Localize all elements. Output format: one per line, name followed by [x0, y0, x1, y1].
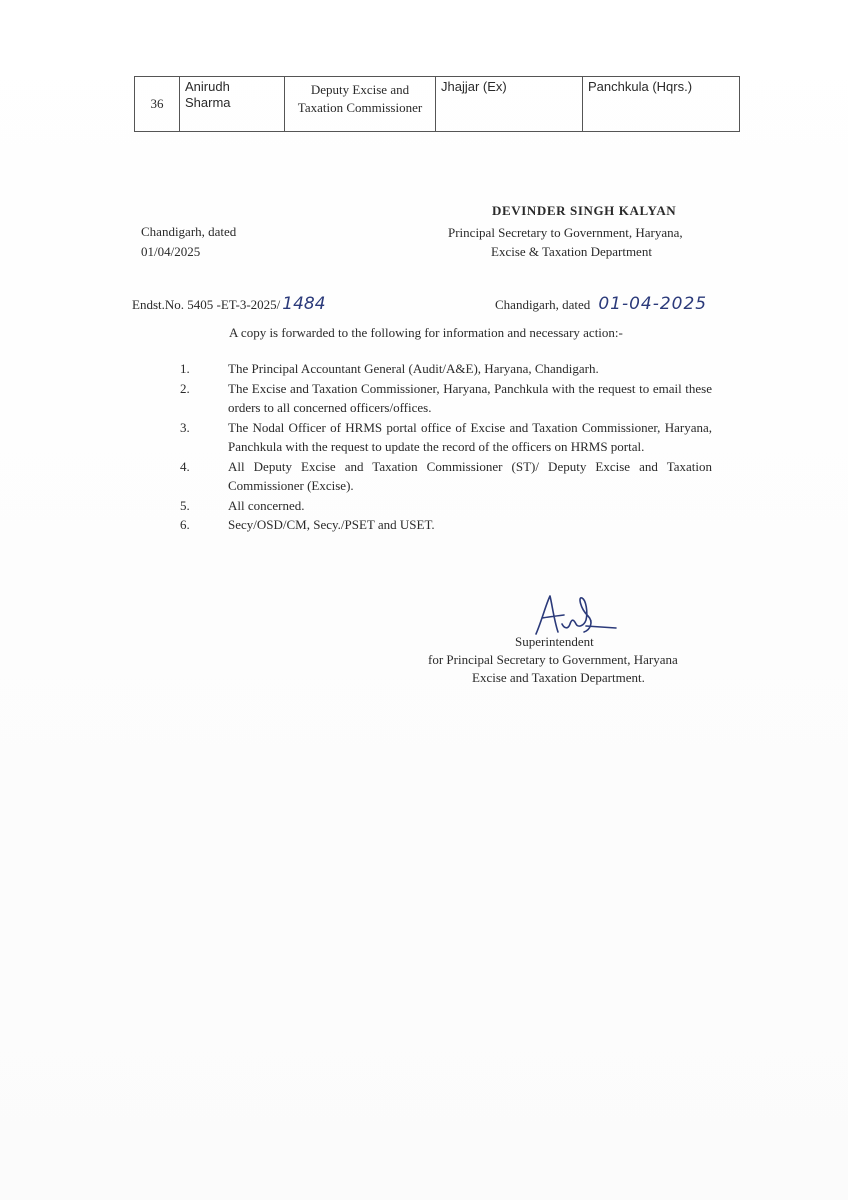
list-item-text: All concerned. [228, 497, 305, 513]
on-behalf-line2: Excise and Taxation Department. [472, 670, 645, 685]
posted-from: Jhajjar (Ex) [441, 79, 507, 94]
sr-no-cell [135, 77, 180, 132]
on-behalf-line1: for Principal Secretary to Government, Haryana [428, 652, 678, 667]
designation-cell [285, 77, 436, 132]
endorsement-number-handwritten: 1484 [282, 294, 326, 314]
designation-line1: Deputy Excise and [310, 82, 410, 97]
issue-place: Chandigarh, dated [141, 224, 237, 239]
list-item-text: The Principal Accountant General (Audit/A&E), Haryana, Chandigarh. [228, 361, 599, 376]
handwritten-signature [528, 590, 618, 640]
list-item [180, 515, 712, 535]
officer-name-line1: Anirudh [185, 79, 230, 94]
officer-name-cell [180, 77, 285, 132]
recipient-list [180, 359, 712, 535]
list-item-text: The Excise and Taxation Commissioner, Haryana, Panchkula with the request to email these orders to all concerned officers/offices. [228, 380, 712, 415]
endorsement-date [495, 294, 707, 314]
endorsement-date-handwritten: 01-04-2025 [598, 294, 708, 314]
posted-from-cell [436, 77, 583, 132]
list-item-text: The Nodal Officer of HRMS portal office of Excise and Taxation Commissioner, Haryana, Panchkula with the request to update the record of the officers on HRMS portal. [228, 419, 712, 454]
list-item-number: 6. [180, 517, 190, 532]
table-row [135, 77, 740, 132]
list-item-number: 2. [180, 380, 190, 396]
superintendent-label: Superintendent [515, 634, 594, 649]
list-item [180, 457, 712, 496]
transfer-table-fragment [134, 76, 740, 132]
officer-name-line2: Sharma [185, 95, 231, 110]
signatory-title-line1: Principal Secretary to Government, Haryana, [448, 225, 683, 240]
list-item-text: Secy/OSD/CM, Secy./PSET and USET. [228, 517, 435, 532]
designation-line2: Taxation Commissioner [297, 100, 423, 115]
list-item [180, 418, 712, 457]
sr-no: 36 [150, 96, 164, 111]
list-item-number: 5. [180, 497, 190, 513]
forwarding-intro: A copy is forwarded to the following for information and necessary action:- [229, 325, 623, 340]
posted-to: Panchkula (Hqrs.) [588, 79, 693, 94]
endorsement-place-label: Chandigarh, dated [495, 297, 591, 312]
issue-date: 01/04/2025 [141, 244, 201, 259]
list-item [180, 379, 712, 418]
signatory-name: DEVINDER SINGH KALYAN [492, 203, 677, 218]
signatory-title-line2: Excise & Taxation Department [491, 244, 652, 259]
list-item [180, 359, 712, 379]
list-item-number: 3. [180, 419, 190, 435]
endorsement-number [132, 294, 326, 314]
list-item-number: 4. [180, 458, 190, 474]
list-item [180, 496, 712, 516]
posted-to-cell [583, 77, 740, 132]
list-item-number: 1. [180, 361, 190, 376]
endorsement-number-prefix: Endst.No. 5405 -ET-3-2025/ [132, 297, 281, 312]
list-item-text: All Deputy Excise and Taxation Commissioner (ST)/ Deputy Excise and Taxation Commissioner (Excise). [228, 458, 712, 493]
